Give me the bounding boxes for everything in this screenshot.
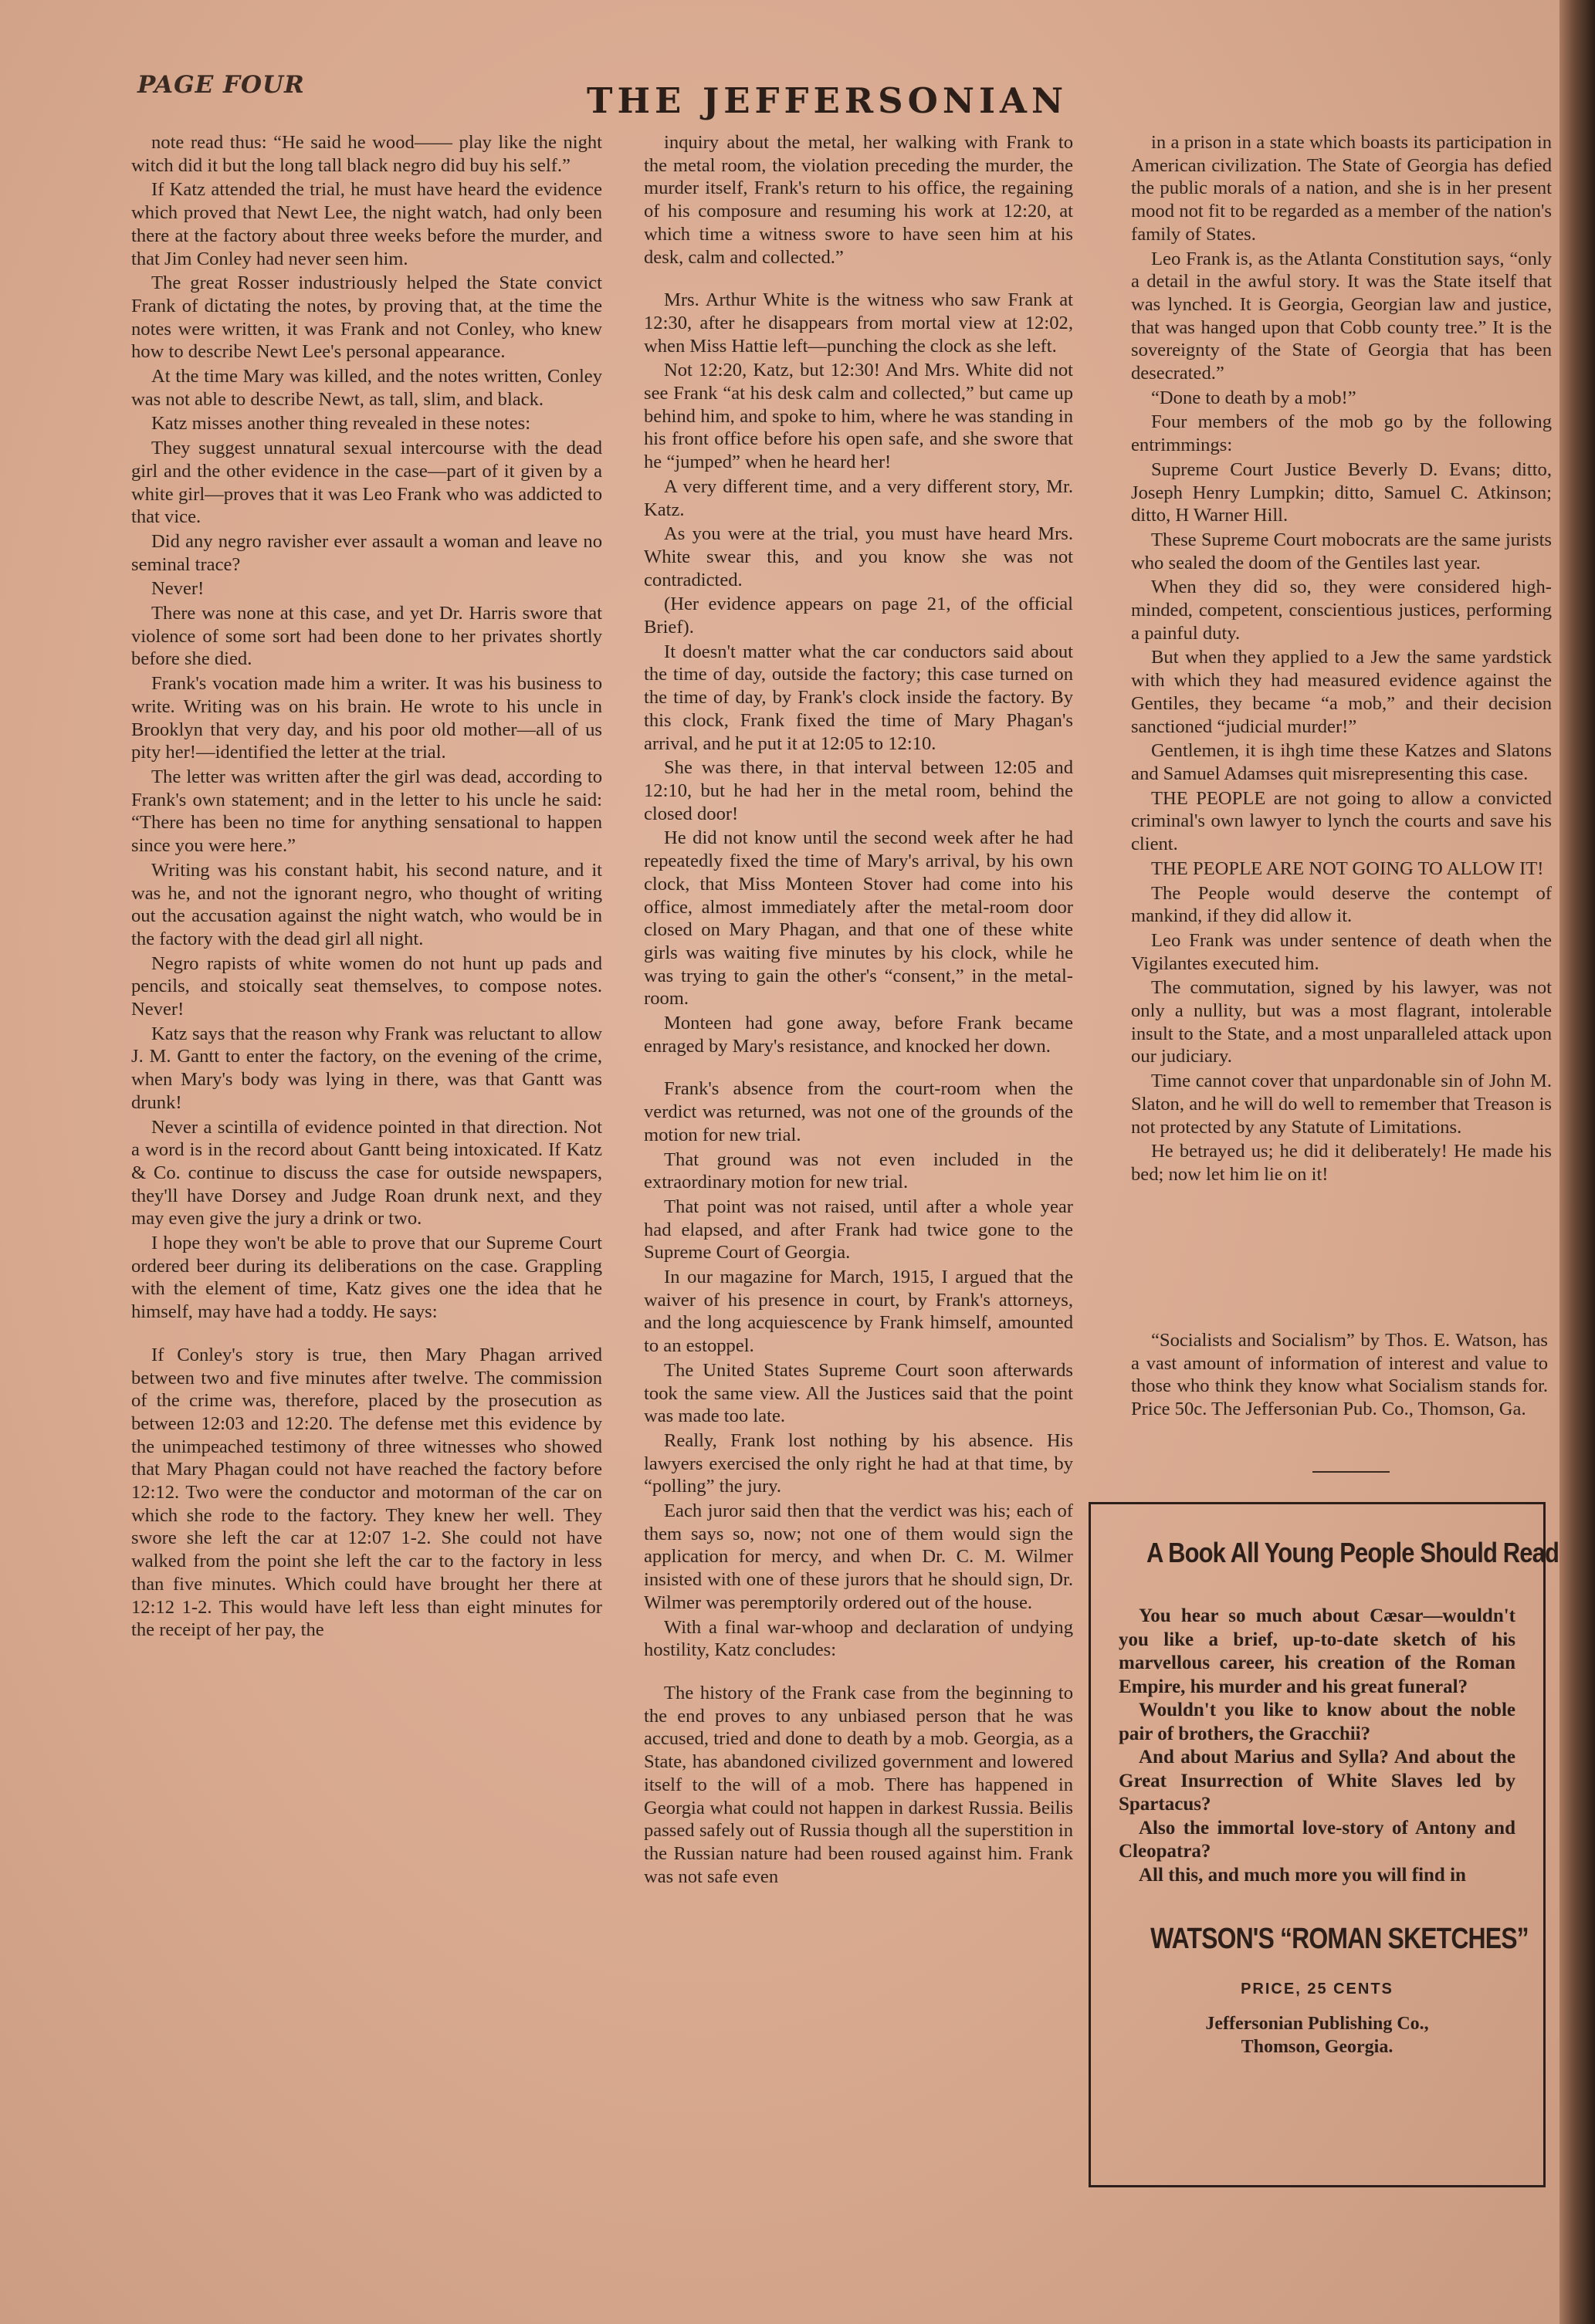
paragraph: Mrs. Arthur White is the witness who saw Frank at 12:30, after he disappears from mortal view at 12:02, when Miss Hattie left—punching the clock as she left. [644,289,1073,357]
ad-paragraph: Wouldn't you like to know about the noble pair of brothers, the Gracchii? [1119,1700,1515,1744]
paragraph: Really, Frank lost nothing by his absence. His lawyers exercised the only right he had at that time, by “polling” the jury. [644,1429,1073,1497]
paragraph: “Done to death by a mob!” [1151,387,1356,408]
paragraph: But when they applied to a Jew the same yardstick with which they had measured evidence against the Gentiles, they became “a mob,” and their decision sanctioned “judicial murder!” [1131,647,1552,737]
ad-publisher [1119,2012,1515,2058]
advertisement-box [1089,1502,1559,2187]
paragraph: Monteen had gone away, before Frank became enraged by Mary's resistance, and knocked her down. [644,1013,1073,1057]
paragraph: With a final war-whoop and declaration of undying hostility, Katz concludes: [644,1616,1073,1661]
paragraph: Writing was his constant habit, his second nature, and it was he, and not the ignorant negro, who thought of writing out the accusation against the night watch, who would be in the factory with the dead girl all night. [131,859,602,949]
paragraph: The commutation, signed by his lawyer, was not only a nullity, but was a most flagrant, intolerable insult to the State, and a most unparalleled attack upon our judiciary. [1131,977,1552,1067]
paragraph: Negro rapists of white women do not hunt up pads and pencils, and stoically seat themselves, to compose notes. Never! [131,952,602,1020]
paragraph: She was there, in that interval between 12:05 and 12:10, but he had her in the metal room, behind the closed door! [644,757,1073,824]
paragraph: Katz says that the reason why Frank was reluctant to allow J. M. Gantt to enter the factory, on the evening of the crime, when Mary's body was lying in there, was that Gantt was drunk! [131,1023,602,1113]
paragraph: That point was not raised, until after a whole year had elapsed, and after Frank had twice gone to the Supreme Court of Georgia. [644,1196,1073,1263]
paragraph: Did any negro ravisher ever assault a woman and leave no seminal trace? [131,530,602,575]
paragraph: As you were at the trial, you must have heard Mrs. White swear this, and you know she was not contradicted. [644,523,1073,590]
paragraph: The great Rosser industriously helped the State convict Frank of dictating the notes, by proving that, at the time the notes were written, it was Frank and not Conley, who knew how to describe Newt Lee's personal appearance. [131,272,602,363]
paragraph: note read thus: “He said he wood—— play like the night witch did it but the long tall black negro did buy his self.” [131,132,602,176]
quoted-paragraph: The history of the Frank case from the beginning to the end proves to any unbiased person that he was accused, tried and done to death by a mob. Georgia, as a State, has abandoned civilized government and lowered itself to the will of a mob. There has happened in Georgia what could not happen in darkest Russia. Beilis passed safely out of Russia though all the superstition in the Russian nature had been roused against him. Frank was not safe even [644,1683,1073,1887]
notice-text: “Socialists and Socialism” by Thos. E. Watson, has a vast amount of information of interest and value to those who think they know what Socialism stands for. Price 50c. The Jeffersonian Pub. Co., Thomson, Ga. [1131,1330,1548,1420]
paragraph: When they did so, they were considered high-minded, competent, conscientious justices, performing a painful duty. [1131,577,1552,644]
paragraph: That ground was not even included in the extraordinary motion for new trial. [644,1148,1073,1193]
paragraph: I hope they won't be able to prove that our Supreme Court ordered beer during its deliberations on the case. Grappling with the element of time, Katz gives one the idea that he himself, may have had a toddy. He says: [131,1233,602,1323]
paragraph: Four members of the mob go by the following entrimmings: [1131,411,1552,456]
paragraph: The People would deserve the contempt of mankind, if they did allow it. [1131,882,1552,927]
paragraph: Never a scintilla of evidence pointed in that direction. Not a word is in the record about Gantt being intoxicated. If Katz & Co. continue to discuss the case for outside newspapers, they'll have Dorsey and Judge Roan drunk next, and they may even give the jury a drink or two. [131,1116,602,1230]
masthead: THE JEFFERSONIAN [587,80,1068,121]
paragraph: THE PEOPLE ARE NOT GOING TO ALLOW IT! [1151,858,1544,879]
paragraph: THE PEOPLE are not going to allow a convicted criminal's own lawyer to lynch the courts and save his client. [1131,787,1552,855]
paragraph: He betrayed us; he did it deliberately! He made his bed; now let him lie on it! [1131,1141,1552,1185]
paragraph: The letter was written after the girl was dead, according to Frank's own statement; and in the letter to his uncle he said: “There has been no time for anything sensational to happen since you were here.” [131,766,602,857]
paragraph: Gentlemen, it is ihgh time these Katzes and Slatons and Samuel Adamses quit misrepresenting this case. [1131,740,1552,784]
paragraph: There was none at this case, and yet Dr. Harris swore that violence of some sort had been done to her privates shortly before she died. [131,603,602,670]
ad-price: PRICE, 25 CENTS [1241,1981,1394,1998]
divider [1312,1471,1390,1473]
column-middle [644,131,1073,2215]
paragraph: (Her evidence appears on page 21, of the official Brief). [644,594,1073,638]
ad-paragraph: And about Marius and Sylla? And about the Great Insurrection of White Slaves led by Spartacus? [1119,1747,1515,1815]
paragraph: Frank's vocation made him a writer. It was his business to write. Writing was on his brain. He wrote to his uncle in Brooklyn that very day, and his poor old mother—all of us pity her!—identified the letter at the trial. [131,673,602,763]
paragraph: They suggest unnatural sexual intercourse with the dead girl and the other evidence in the case—part of it given by a white girl—proves that it was Leo Frank who was addicted to that vice. [131,438,602,528]
paragraph: Not 12:20, Katz, but 12:30! And Mrs. White did not see Frank “at his desk calm and collected,” but came up behind him, and spoke to him, where he was standing in his front office before his open safe, and she swore that he “jumped” when he heard her! [644,360,1073,473]
paragraph: Supreme Court Justice Beverly D. Evans; ditto, Joseph Henry Lumpkin; ditto, Samuel C. Atkinson; ditto, H Warner Hill. [1131,458,1552,526]
ad-book-title: WATSON'S “ROMAN SKETCHES” [1150,1923,1529,1955]
paragraph: In our magazine for March, 1915, I argued that the waiver of his presence in court, by Frank's attorneys, and the long acquiescence by Frank himself, amounted to an estoppel. [644,1267,1073,1357]
paragraph: At the time Mary was killed, and the notes written, Conley was not able to describe Newt, as tall, slim, and black. [131,366,602,410]
paragraph: A very different time, and a very different story, Mr. Katz. [644,475,1073,520]
ad-publisher-location: Thomson, Georgia. [1241,2037,1394,2057]
ad-paragraph: Also the immortal love-story of Antony and Cleopatra? [1119,1817,1515,1862]
paragraph: Never! [151,578,205,600]
paragraph: Time cannot cover that unpardonable sin of John M. Slaton, and he will do well to remember that Treason is not protected by any Statute of Limitations. [1131,1071,1552,1138]
ad-title: A Book All Young People Should Read [1146,1537,1559,1568]
paragraph: Frank's absence from the court-room when the verdict was returned, was not one of the grounds of the motion for new trial. [644,1078,1073,1145]
page-label: PAGE FOUR [137,71,305,99]
ad-publisher-name: Jeffersonian Publishing Co., [1205,2014,1429,2034]
paragraph: These Supreme Court mobocrats are the same jurists who sealed the doom of the Gentiles last year. [1131,529,1552,573]
paragraph: in a prison in a state which boasts its participation in American civilization. The State of Georgia has defied the public morals of a nation, and she is in her present mood not fit to be regarded as a member of the nation's family of States. [1131,132,1552,245]
page-binding-edge [1559,0,1595,2324]
column-right [1131,131,1552,1320]
quoted-paragraph: If Conley's story is true, then Mary Phagan arrived between two and five minutes after twelve. The commission of the crime was, therefore, placed by the prosecution as between 12:03 and 12:20. The defense met this evidence by the unimpeached testimony of three witnesses who showed that Mary Phagan could not have reached the factory before 12:12. Two were the conductor and motorman of the car on which she rode to the factory. They knew her well. They swore she left the car at 12:07 1-2. She could not have walked from the point she left the car to the factory in less than five minutes. Which could have brought her there at 12:12 1-2. This would have left less than eight minutes for the receipt of her pay, the [131,1344,602,1641]
paragraph: Leo Frank was under sentence of death when the Vigilantes executed him. [1131,929,1552,974]
paragraph: Katz misses another thing revealed in these notes: [151,413,531,435]
paragraph: It doesn't matter what the car conductors said about the time of day, outside the factory; this case turned on the time of day, by Frank's clock inside the factory. By this clock, Frank fixed the time of Mary Phagan's arrival, and he put it at 12:05 to 12:10. [644,641,1073,754]
paragraph: Leo Frank is, as the Atlanta Constitution says, “only a detail in the awful story. It was the State itself that was lynched. It is Georgia, Georgian law and justice, that was hanged upon that Cobb county tree.” It is the sovereignty of the State of Georgia that has been desecrated.” [1131,248,1552,384]
paragraph: Each juror said then that the verdict was his; each of them says so, now; not one of them would sign the application for mercy, and when Dr. C. M. Wilmer insisted with one of these jurors that he should sign, Dr. Wilmer was peremptorily ordered out of the house. [644,1500,1073,1613]
paragraph: If Katz attended the trial, he must have heard the evidence which proved that Newt Lee, the night watch, had only been there at the factory about three weeks before the murder, and that Jim Conley had never seen him. [131,179,602,269]
ad-paragraph: You hear so much about Cæsar—wouldn't you like a brief, up-to-date sketch of his marvellous career, his creation of the Roman Empire, his murder and his great funeral? [1119,1605,1515,1697]
column-left [131,131,602,2215]
paragraph: He did not know until the second week after he had repeatedly fixed the time of Mary's arrival, by his own clock, that Miss Monteen Stover had come into his office, almost immediately after the metal-room door closed on Mary Phagan, and that one of these white girls was waiting five minutes by his clock, while he was trying to gain the other's “consent,” in the metal- room. [644,827,1073,1010]
ad-body [1119,1605,1515,1887]
paragraph: inquiry about the metal, her walking with Frank to the metal room, the violation preceding the murder, the murder itself, Frank's return to his office, the regaining of his composure and resuming his work at 12:20, at which time a witness swore to have seen him at his desk, calm and collected.” [644,132,1073,268]
paragraph: The United States Supreme Court soon afterwards took the same view. All the Justices said that the point was made too late. [644,1359,1073,1427]
ad-paragraph: All this, and much more you will find in [1139,1864,1466,1886]
book-notice [1131,1329,1548,1421]
